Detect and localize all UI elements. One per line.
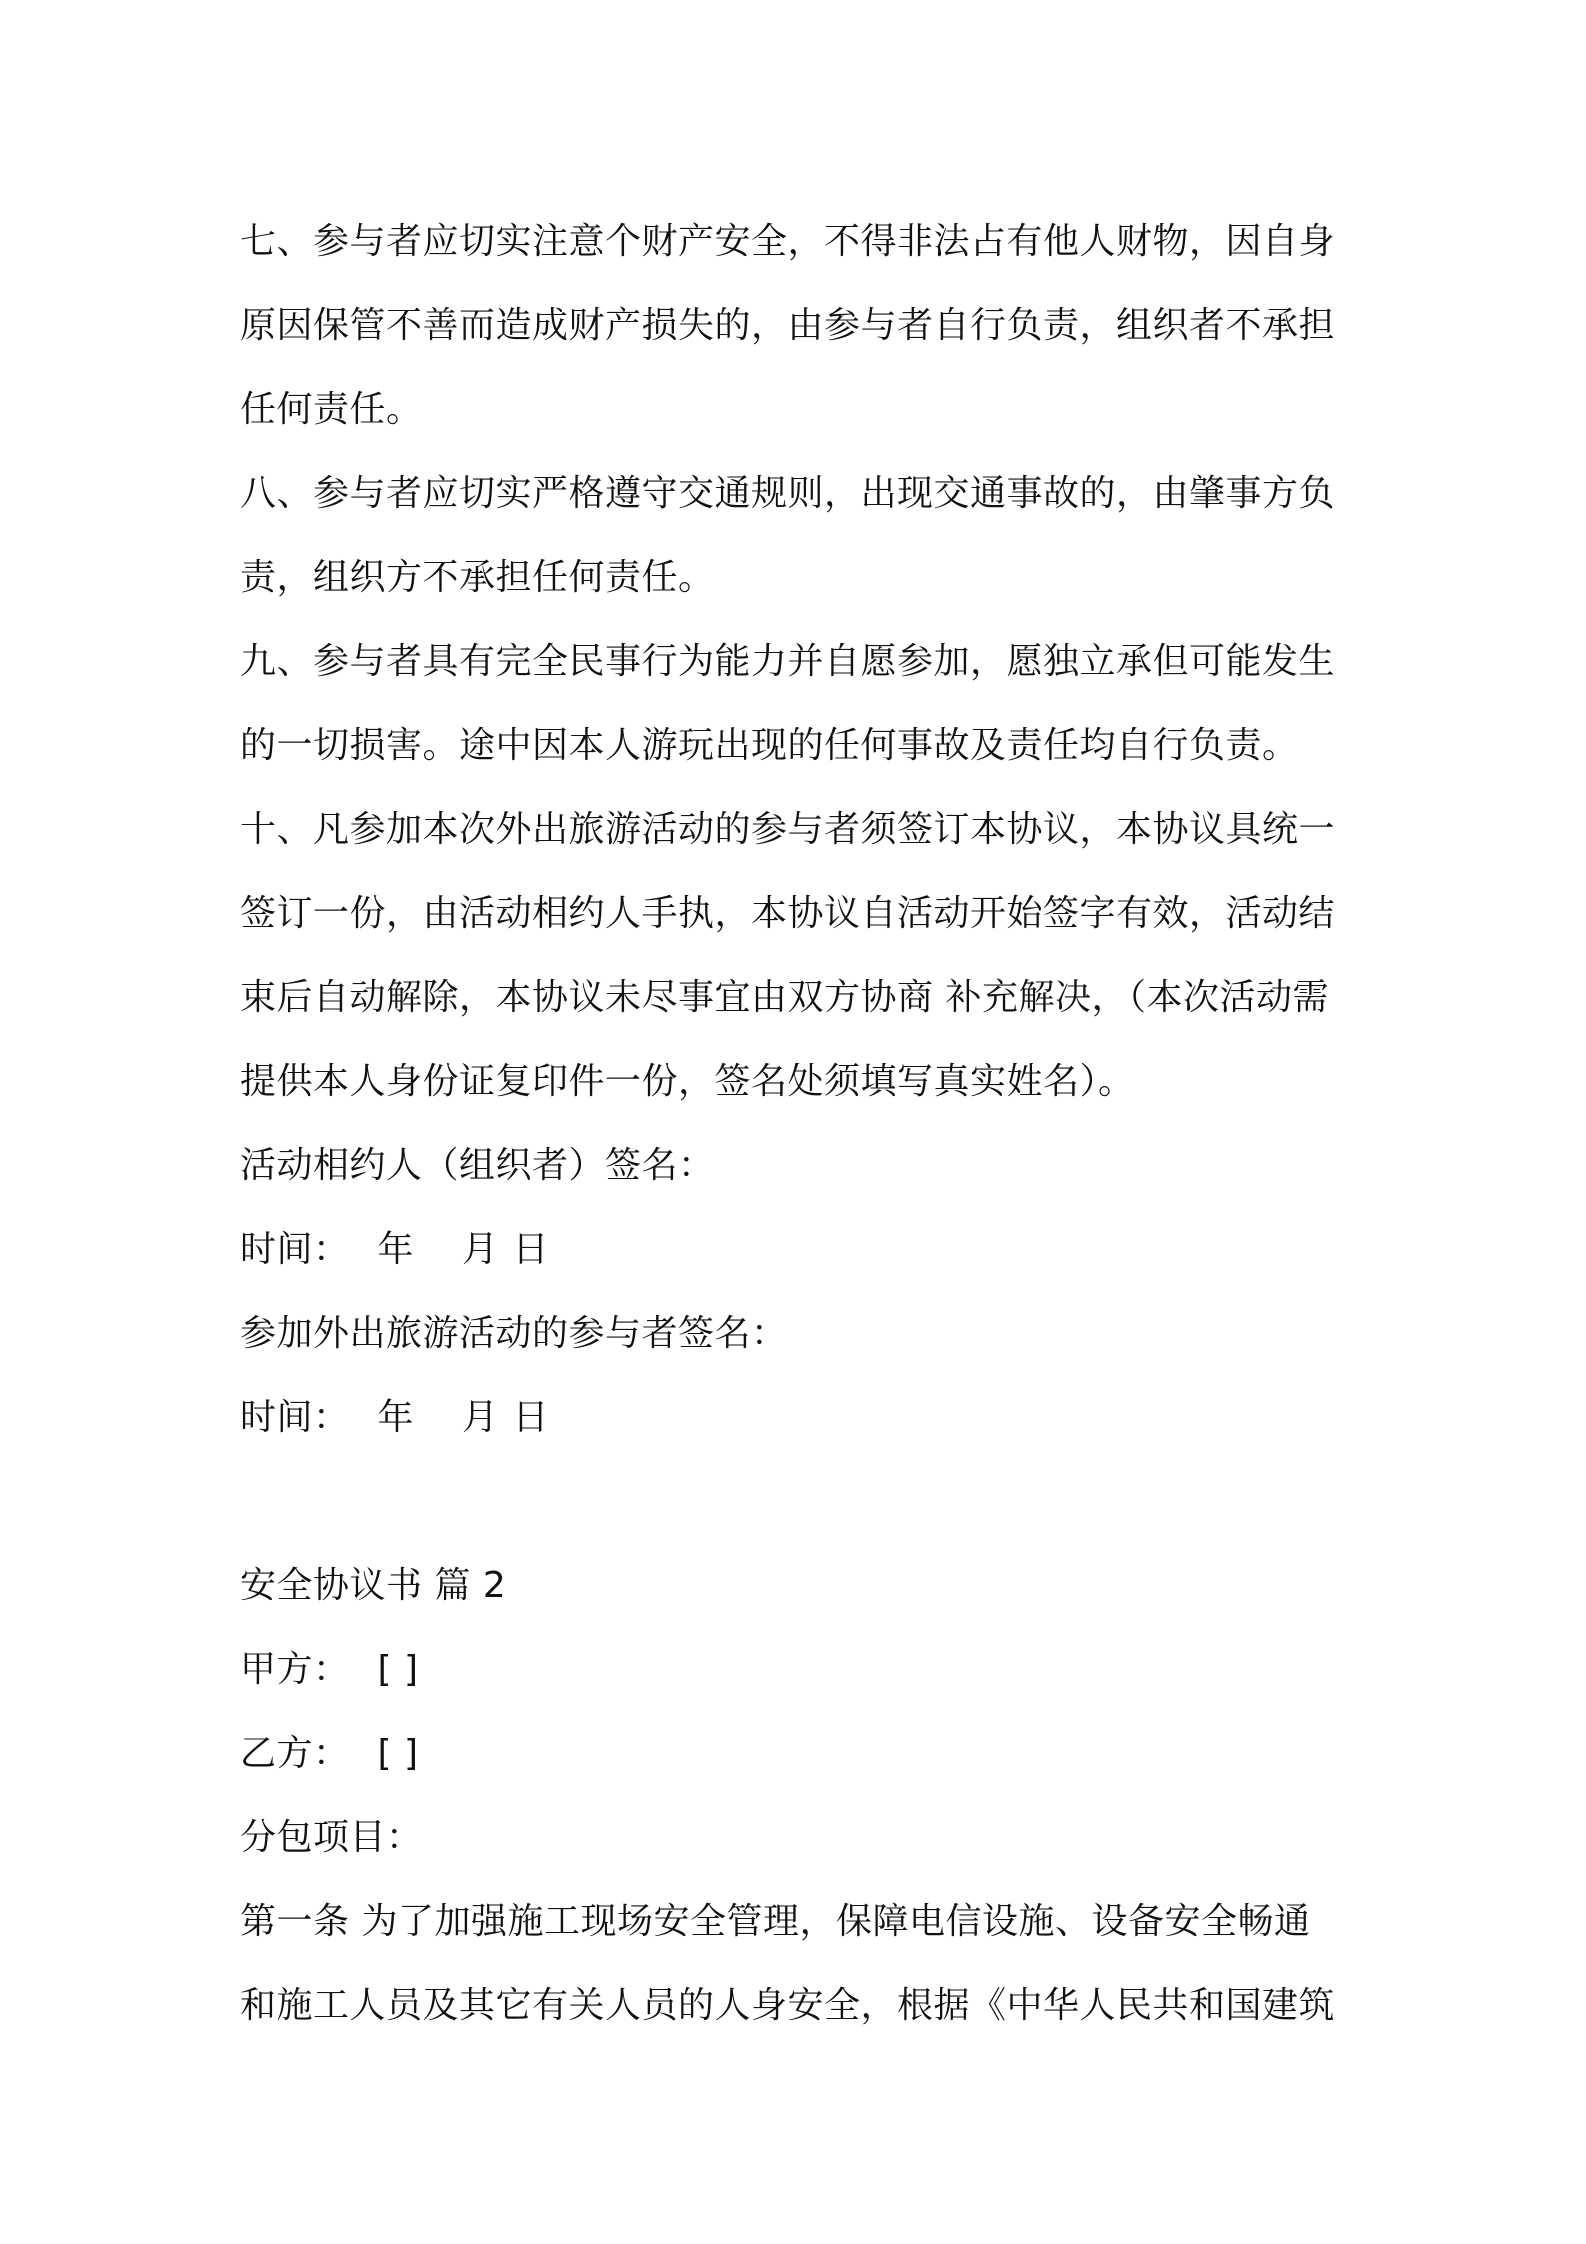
clause-9-line-1: 九、参与者具有完全民事行为能力并自愿参加，愿独立承但可能发生: [240, 641, 1336, 682]
date-day: 日: [512, 1229, 550, 1270]
party-a-value: [ ]: [377, 1649, 419, 1690]
party-a-label: 甲方：: [240, 1649, 350, 1690]
date-label: 时间：: [240, 1229, 350, 1270]
clause-10-line-3: 束后自动解除，本协议未尽事宜由双方协商 补充解决，（本次活动需: [240, 977, 1329, 1018]
organizer-signature-label: 活动相约人（组织者）签名：: [240, 1145, 715, 1186]
section-2-title: 安全协议书 篇 2: [240, 1565, 507, 1606]
date-month: 月: [462, 1229, 499, 1270]
participant-date-row: [240, 1376, 1360, 1460]
organizer-date-row: [240, 1208, 1360, 1292]
date-label: 时间：: [240, 1397, 350, 1438]
clause-10-line-1: 十、凡参加本次外出旅游活动的参与者须签订本协议，本协议具统一: [240, 809, 1336, 850]
section-spacer: [240, 1460, 1360, 1544]
date-month: 月: [462, 1397, 499, 1438]
clause-10-line-2: 签订一份，由活动相约人手执，本协议自活动开始签字有效，活动结: [240, 893, 1336, 934]
party-b-value: [ ]: [377, 1733, 419, 1774]
participant-signature-label: 参加外出旅游活动的参与者签名：: [240, 1313, 788, 1354]
date-day: 日: [512, 1397, 550, 1438]
clause-8-line-2: 责，组织方不承担任何责任。: [240, 557, 715, 598]
date-year: 年: [377, 1397, 415, 1438]
clause-9-line-2: 的一切损害。途中因本人游玩出现的任何事故及责任均自行负责。: [240, 725, 1299, 766]
article-1-line-2: 和施工人员及其它有关人员的人身安全，根据《中华人民共和国建筑: [240, 1985, 1336, 2026]
subcontract-label: 分包项目：: [240, 1817, 423, 1858]
document-page: [240, 200, 1360, 2048]
party-a-row: [240, 1628, 1360, 1712]
clause-8-line-1: 八、参与者应切实严格遵守交通规则，出现交通事故的，由肇事方负: [240, 473, 1336, 514]
date-year: 年: [377, 1229, 415, 1270]
clause-10-line-4: 提供本人身份证复印件一份，签名处须填写真实姓名）。: [240, 1061, 1135, 1102]
clause-7-line-1: 七、参与者应切实注意个财产安全，不得非法占有他人财物，因自身: [240, 221, 1336, 262]
party-b-row: [240, 1712, 1360, 1796]
clause-7-line-3: 任何责任。: [240, 389, 423, 430]
article-1-line-1: 第一条 为了加强施工现场安全管理，保障电信设施、设备安全畅通: [240, 1901, 1311, 1942]
party-b-label: 乙方：: [240, 1733, 350, 1774]
clause-7-line-2: 原因保管不善而造成财产损失的，由参与者自行负责，组织者不承担: [240, 305, 1336, 346]
